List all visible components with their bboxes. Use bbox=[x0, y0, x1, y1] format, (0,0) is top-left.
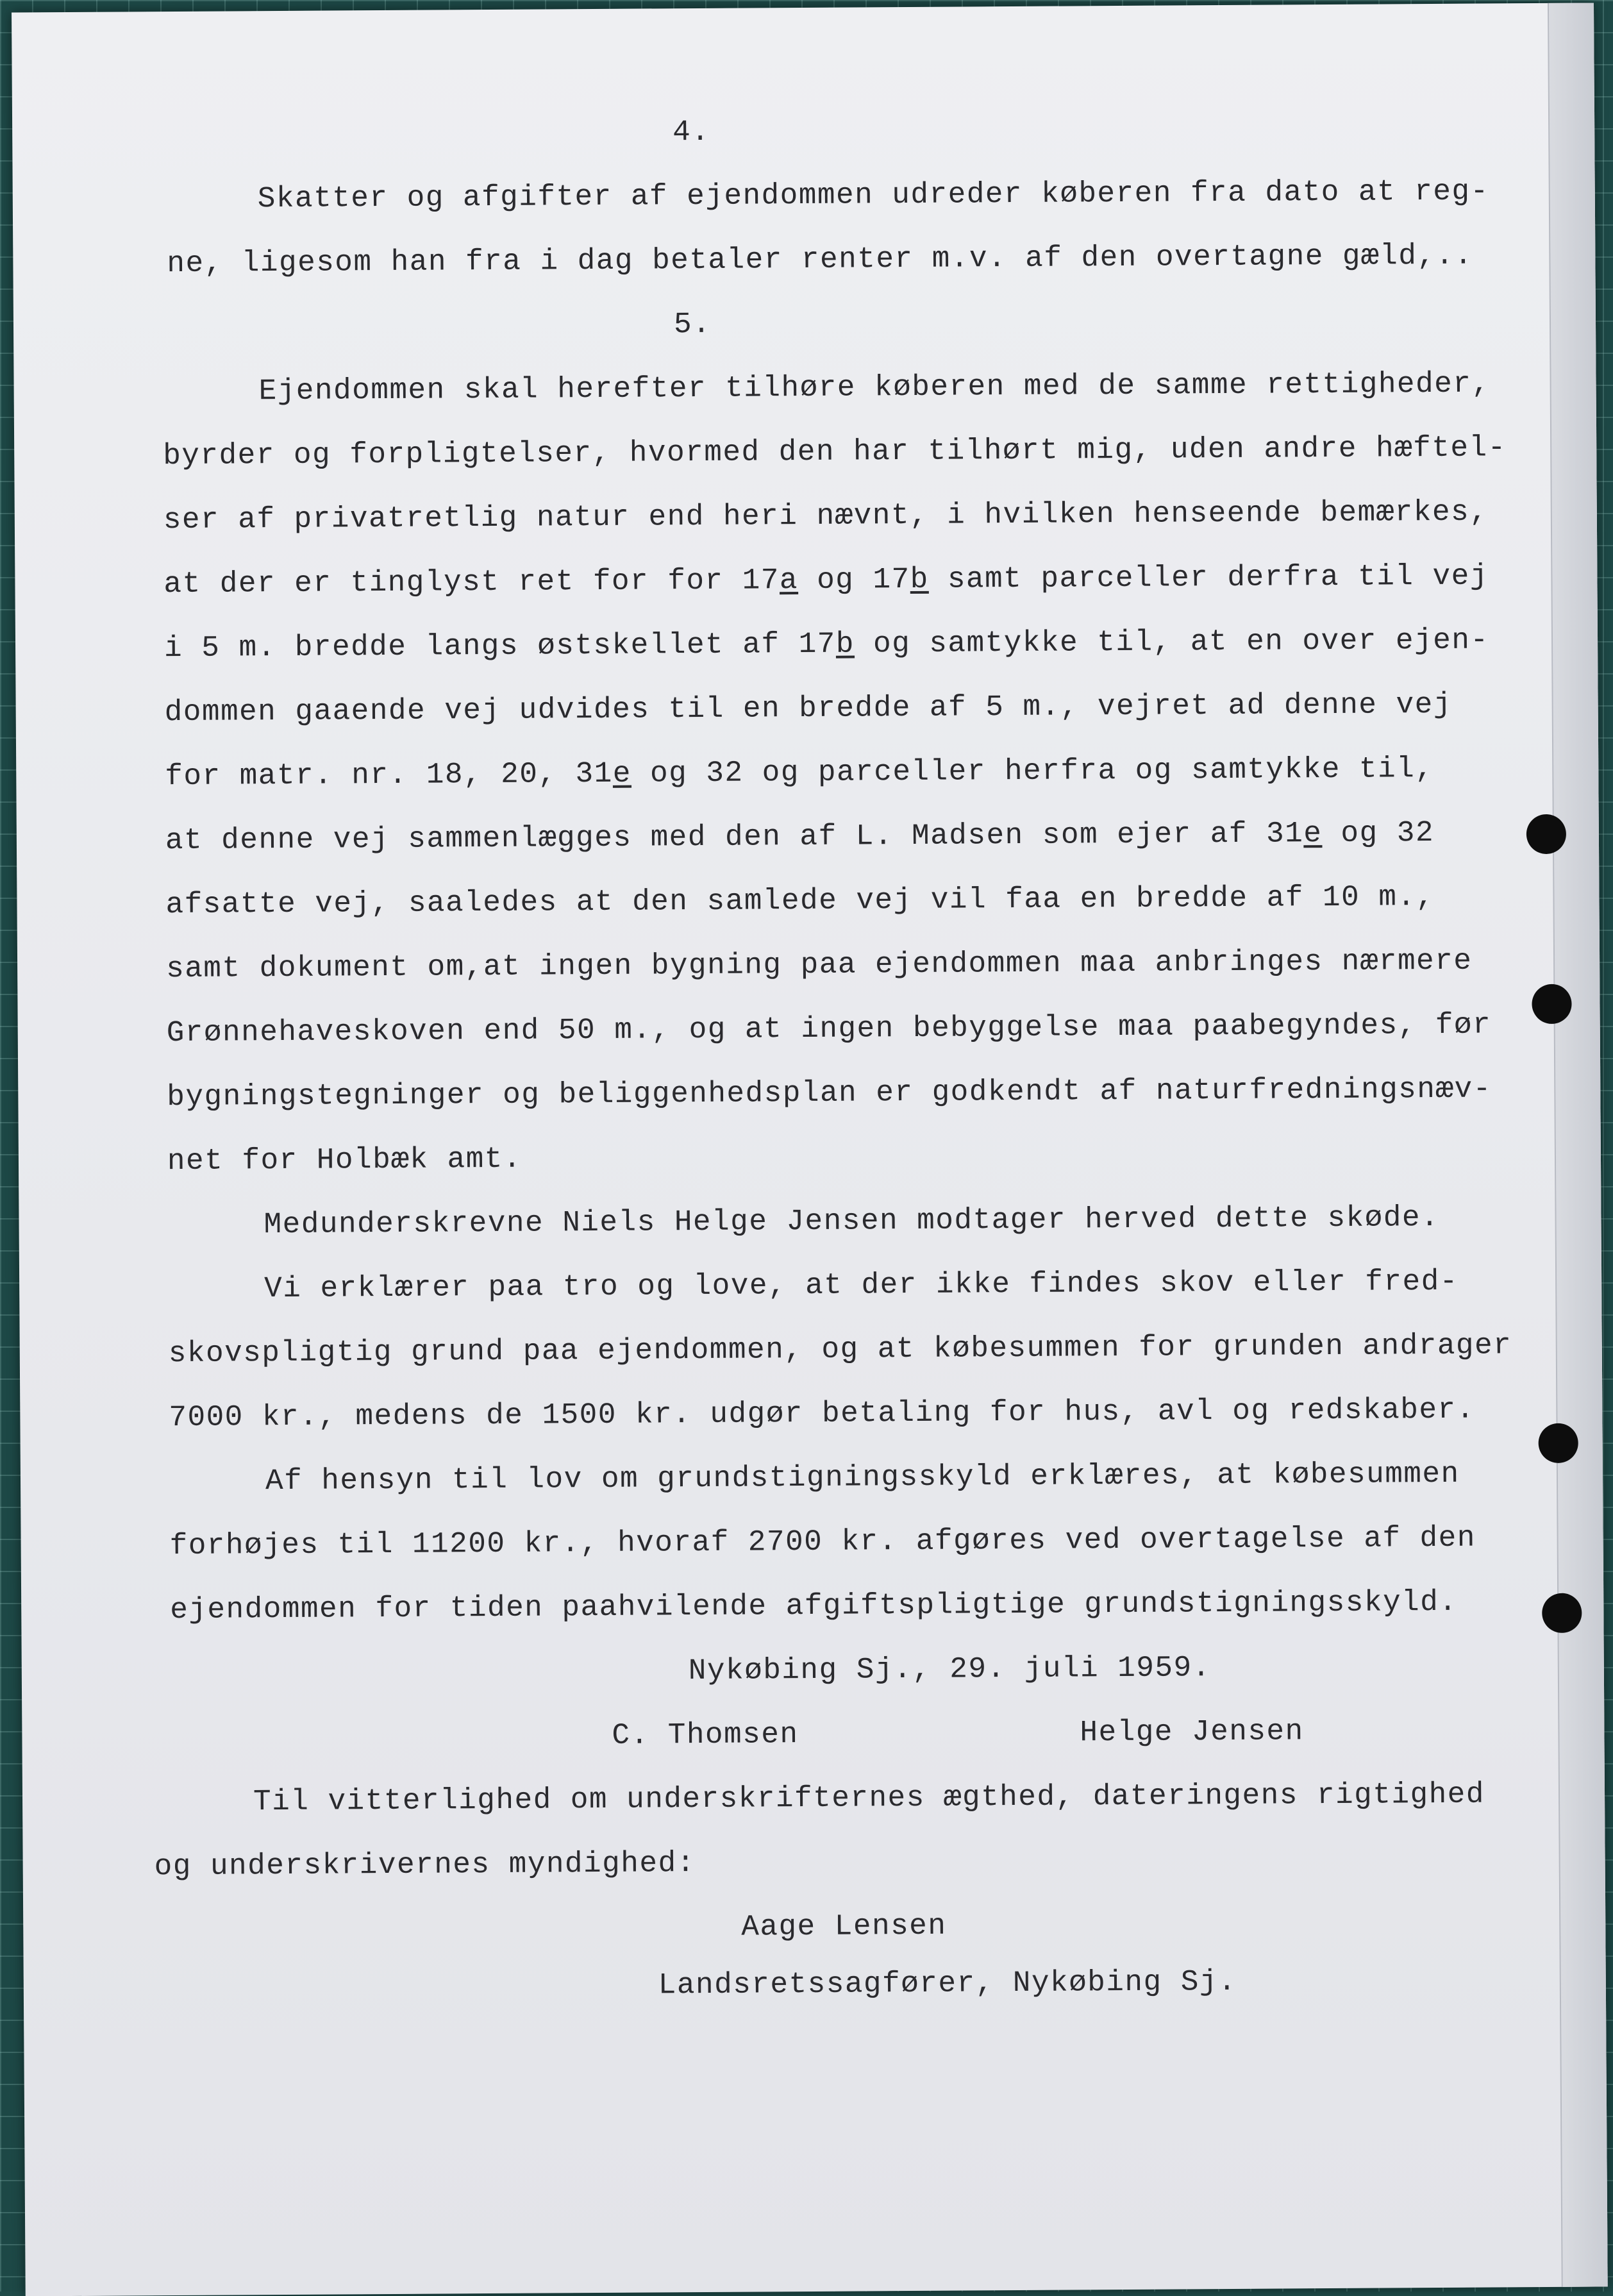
document-page bbox=[12, 3, 1608, 2296]
paragraph-line: Ejendommen skal herefter tilhøre køberen med de samme rettigheder, bbox=[258, 367, 1491, 408]
paragraph-line: Grønnehaveskoven end 50 m., og at ingen bebyggelse maa paabegyndes, før bbox=[166, 1008, 1492, 1050]
paragraph-line: dommen gaaende vej udvides til en bredde af 5 m., vejret ad denne vej bbox=[164, 687, 1453, 730]
section-number: 4. bbox=[673, 115, 710, 149]
paragraph-line: ejendommen for tiden paahvilende afgiftspligtige grundstigningsskyld. bbox=[170, 1585, 1458, 1627]
punch-hole bbox=[1539, 1423, 1578, 1463]
paragraph-line: skovspligtig grund paa ejendommen, og at købesummen for grunden andrager bbox=[168, 1328, 1512, 1371]
paragraph-line: i 5 m. bredde langs østskellet af 17b og samtykke til, at en over ejen- bbox=[163, 623, 1489, 666]
paragraph-line: at denne vej sammenlægges med den af L. Madsen som ejer af 31e og 32 bbox=[165, 816, 1435, 858]
witness-title: Landsretssagfører, Nykøbing Sj. bbox=[658, 1965, 1237, 2002]
paragraph-line: Vi erklærer paa tro og love, at der ikke findes skov eller fred- bbox=[264, 1264, 1459, 1306]
witness-name: Aage Lensen bbox=[741, 1909, 947, 1944]
paragraph-line: samt dokument om,at ingen bygning paa ejendommen maa anbringes nærmere bbox=[165, 944, 1473, 986]
punch-hole bbox=[1532, 984, 1571, 1024]
paragraph-line: ser af privatretlig natur end heri nævnt, i hvilken henseende bemærkes, bbox=[163, 495, 1489, 537]
section-number: 5. bbox=[673, 307, 712, 342]
place-date: Nykøbing Sj., 29. juli 1959. bbox=[688, 1651, 1211, 1688]
paragraph-line: Skatter og afgifter af ejendommen udreder køberen fra dato at reg- bbox=[257, 174, 1489, 216]
paragraph-line: Medunderskrevne Niels Helge Jensen modtager herved dette skøde. bbox=[263, 1200, 1440, 1242]
punch-hole bbox=[1526, 814, 1566, 854]
paragraph-line: net for Holbæk amt. bbox=[167, 1142, 522, 1178]
paragraph-line: for matr. nr. 18, 20, 31e og 32 og parceller herfra og samtykke til, bbox=[165, 752, 1434, 794]
attestation-line: Til vitterlighed om underskrifternes ægthed, dateringens rigtighed bbox=[253, 1777, 1485, 1819]
paragraph-line: forhøjes til 11200 kr., hvoraf 2700 kr. afgøres ved overtagelse af den bbox=[169, 1521, 1476, 1563]
paragraph-line: afsatte vej, saaledes at den samlede vej vil faa en bredde af 10 m., bbox=[165, 880, 1435, 922]
attestation-line: og underskrivernes myndighed: bbox=[154, 1847, 696, 1884]
paragraph-line: at der er tinglyst ret for for 17a og 17b samt parceller derfra til vej bbox=[163, 559, 1489, 601]
paragraph-line: Af hensyn til lov om grundstigningsskyld erklæres, at købesummen bbox=[265, 1457, 1460, 1498]
punch-hole bbox=[1542, 1593, 1582, 1633]
paragraph-line: ne, ligesom han fra i dag betaler renter m.v. af den overtagne gæld,.. bbox=[167, 239, 1473, 281]
paragraph-line: bygningstegninger og beliggenhedsplan er godkendt af naturfredningsnæv- bbox=[167, 1072, 1492, 1114]
seller-signature: C. Thomsen bbox=[612, 1718, 799, 1752]
paragraph-line: byrder og forpligtelser, hvormed den har tilhørt mig, uden andre hæftel- bbox=[163, 431, 1507, 473]
paragraph-line: 7000 kr., medens de 1500 kr. udgør betaling for hus, avl og redskaber. bbox=[169, 1393, 1475, 1435]
buyer-signature: Helge Jensen bbox=[1080, 1714, 1304, 1750]
